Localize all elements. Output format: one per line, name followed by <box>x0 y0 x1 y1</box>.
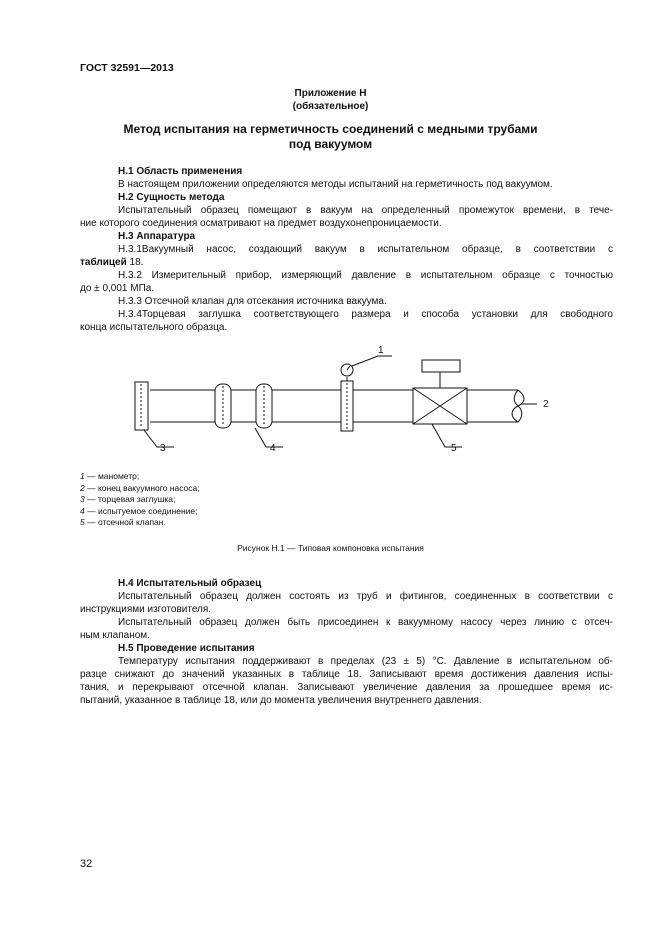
legend-item-text: — отсечной клапан. <box>84 517 166 527</box>
figure-label-2: 2 <box>543 399 549 410</box>
clause-h34-line2: конца испытательного образца. <box>80 322 228 333</box>
section-h1-text: В настоящем приложении определяются методы испытаний на герметичность под вакуумом. <box>118 179 553 190</box>
legend-item-number: 2 <box>80 482 85 493</box>
section-h4-p1-line2: инструкциями изготовителя. <box>80 604 212 615</box>
figure-caption: Рисунок Н.1 — Типовая компоновка испытания <box>237 543 424 553</box>
section-h3-title: Н.3 Аппаратура <box>118 231 196 242</box>
figure-label-4: 4 <box>270 443 276 454</box>
section-h4-p1-line1: Испытательный образец должен состоять из труб и фитингов, соединенных в соответствии с <box>118 591 613 602</box>
legend-item <box>80 471 200 483</box>
legend-item <box>80 483 200 495</box>
clause-h32-line2: до ± 0,001 МПа. <box>80 283 155 294</box>
clause-h31-line1: Н.3.1Вакуумный насос, создающий вакуум в испытательном образце, в соответствии с <box>118 244 613 255</box>
section-h5-line4: пытаний, указанное в таблице 18, или до момента увеличения внутреннего давления. <box>80 695 482 706</box>
clause-h32-line1: Н.3.2 Измерительный прибор, измеряющий давление в испытательном образце с точностью <box>118 270 613 281</box>
legend-item-number: 1 <box>80 471 85 481</box>
clause-h31-table-word: таблицей <box>80 257 127 268</box>
section-h2-text-line1: Испытательный образец помещают в вакуум на определенный промежуток времени, в тече- <box>118 205 613 216</box>
appendix-heading-line2: под вакуумом <box>288 137 373 151</box>
valve-handwheel <box>422 360 460 372</box>
legend-item-number: 4 <box>80 505 85 516</box>
legend-item <box>80 517 200 529</box>
section-h2-text-line2: ние которого соединения осматривают на предмет воздухонепроницаемости. <box>80 218 442 229</box>
clause-h33: Н.3.3 Отсечной клапан для отсекания источника вакуума. <box>118 296 387 307</box>
standard-header: ГОСТ 32591—2013 <box>80 62 174 74</box>
section-h2-title: Н.2 Сущность метода <box>118 192 225 203</box>
section-h1-title: Н.1 Область применения <box>118 166 243 177</box>
section-h5-line1: Температуру испытания поддерживают в пределах (23 ± 5) °С. Давление в испытательном об- <box>118 656 613 667</box>
legend-item <box>80 494 200 506</box>
clause-h31-table-number: 18. <box>126 257 144 268</box>
legend-item-text: — торцевая заглушка; <box>84 494 176 504</box>
section-h5-line2: разце снижают до значений указанных в таблице 18. Записывают время достижения давления испы- <box>80 669 613 680</box>
leader-4 <box>255 428 283 447</box>
leader-1 <box>352 356 392 366</box>
legend-item-text: — конец вакуумного насоса; <box>84 482 200 493</box>
appendix-heading-line1: Метод испытания на герметичность соединений с медными трубами <box>123 122 538 136</box>
appendix-title: Приложение Н <box>294 88 367 99</box>
leader-3 <box>144 430 174 447</box>
legend-item-text: — испытуемое соединение; <box>84 505 198 516</box>
figure-legend <box>80 471 200 529</box>
leader-5 <box>432 424 462 447</box>
legend-item <box>80 506 200 518</box>
pipe-break-end-inner <box>512 390 524 422</box>
section-h4-title: Н.4 Испытательный образец <box>118 578 262 589</box>
clause-h34-line1: Н.3.4Торцевая заглушка соответствующего размера и способа установки для свободного <box>118 309 613 320</box>
section-h4-p2-line1: Испытательный образец должен быть присоединен к вакуумному насосу через линию с отсеч- <box>118 617 613 628</box>
section-h5-title: Н.5 Проведение испытания <box>118 643 255 654</box>
figure-label-3: 3 <box>160 443 166 454</box>
section-h4-p2-line2: ным клапаном. <box>80 630 150 641</box>
page-number: 32 <box>80 858 93 870</box>
section-h5-line3: тания, и перекрывают отсечной клапан. Записывают увеличение давления за прошедшее время ис- <box>80 682 613 693</box>
figure-label-5: 5 <box>451 443 457 454</box>
appendix-status: (обязательное) <box>292 101 369 112</box>
legend-item-number: 3 <box>80 494 85 504</box>
legend-item-number: 5 <box>80 517 85 527</box>
legend-item-text: — манометр; <box>84 471 140 481</box>
figure-label-1: 1 <box>378 345 384 356</box>
